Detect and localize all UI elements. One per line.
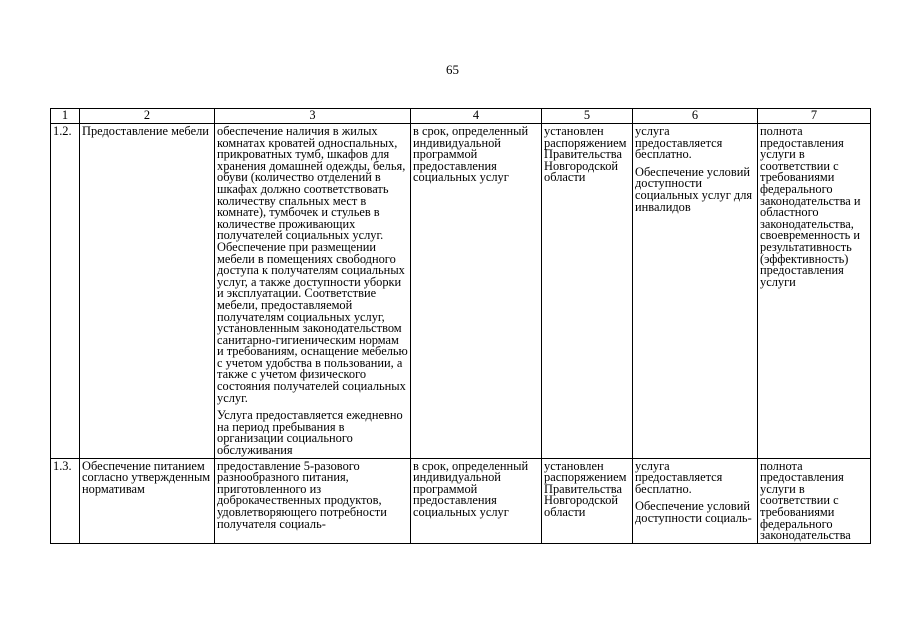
service-term: в срок, определенный индивидуальной программой предоставления социальных услуг	[411, 458, 542, 543]
header-col-6: 6	[633, 109, 758, 124]
service-conditions	[633, 458, 758, 543]
service-content-paragraph: предоставление 5-разового разнообразного питания, приготовленного из доброкачественных продуктов, удовлетворяющего потребности получателя социаль-	[217, 458, 387, 531]
header-col-3: 3	[215, 109, 411, 124]
table-row	[51, 458, 871, 543]
service-norm: установлен распоряжением Правительства Новгородской области	[542, 458, 633, 543]
conditions-paragraph: Обеспечение условий доступности социальных услуг для инвалидов	[635, 164, 753, 214]
row-number: 1.3.	[51, 458, 80, 543]
services-table	[50, 108, 871, 544]
table-row	[51, 124, 871, 459]
row-number: 1.2.	[51, 124, 80, 459]
service-content	[215, 124, 411, 459]
header-row	[51, 109, 871, 124]
service-quality: полнота предоставления услуги в соответствии с требованиями федерального законодательства и областного законодательства, своевременность и результативность (эффективность) предоставления услуги	[758, 124, 871, 459]
service-term: в срок, определенный индивидуальной программой предоставления социальных услуг	[411, 124, 542, 459]
conditions-paragraph: Обеспечение условий доступности социаль-	[635, 499, 752, 525]
conditions-paragraph: услуга предоставляется бесплатно.	[635, 124, 723, 162]
service-content	[215, 458, 411, 543]
service-name: Предоставление мебели	[80, 124, 215, 459]
service-content-paragraph: обеспечение наличия в жилых комнатах кроватей односпальных, прикроватных тумб, шкафов для хранения домашней одежды, белья, обуви (количество отделений в шкафах должно соответствовать количеству спальных мест в комнате), тумбочек и стульев в количестве проживающих получателей социальных услуг. Обеспечение при размещении мебели в помещениях свободного доступа к получателям социальных услуг, а также доступности уборки и эксплуатации. Соответствие мебели, предоставляемой получателям социальных услуг, установленным законодательством санитарно-гигиеническим нормам и требованиям, оснащение мебелью с учетом удобства в пользовании, а также с учетом физического состояния получателей социальных услуг.	[217, 124, 408, 405]
service-name: Обеспечение питанием согласно утвержденным нормативам	[80, 458, 215, 543]
header-col-7: 7	[758, 109, 871, 124]
header-col-4: 4	[411, 109, 542, 124]
page-number: 65	[446, 62, 459, 77]
service-content-paragraph: Услуга предоставляется ежедневно на период пребывания в организации социального обслуживания	[217, 408, 403, 458]
header-col-2: 2	[80, 109, 215, 124]
service-norm: установлен распоряжением Правительства Новгородской области	[542, 124, 633, 459]
service-conditions	[633, 124, 758, 459]
header-col-5: 5	[542, 109, 633, 124]
conditions-paragraph: услуга предоставляется бесплатно.	[635, 458, 723, 496]
service-quality: полнота предоставления услуги в соответствии с требованиями федерального законодательства	[758, 458, 871, 543]
header-col-1: 1	[51, 109, 80, 124]
